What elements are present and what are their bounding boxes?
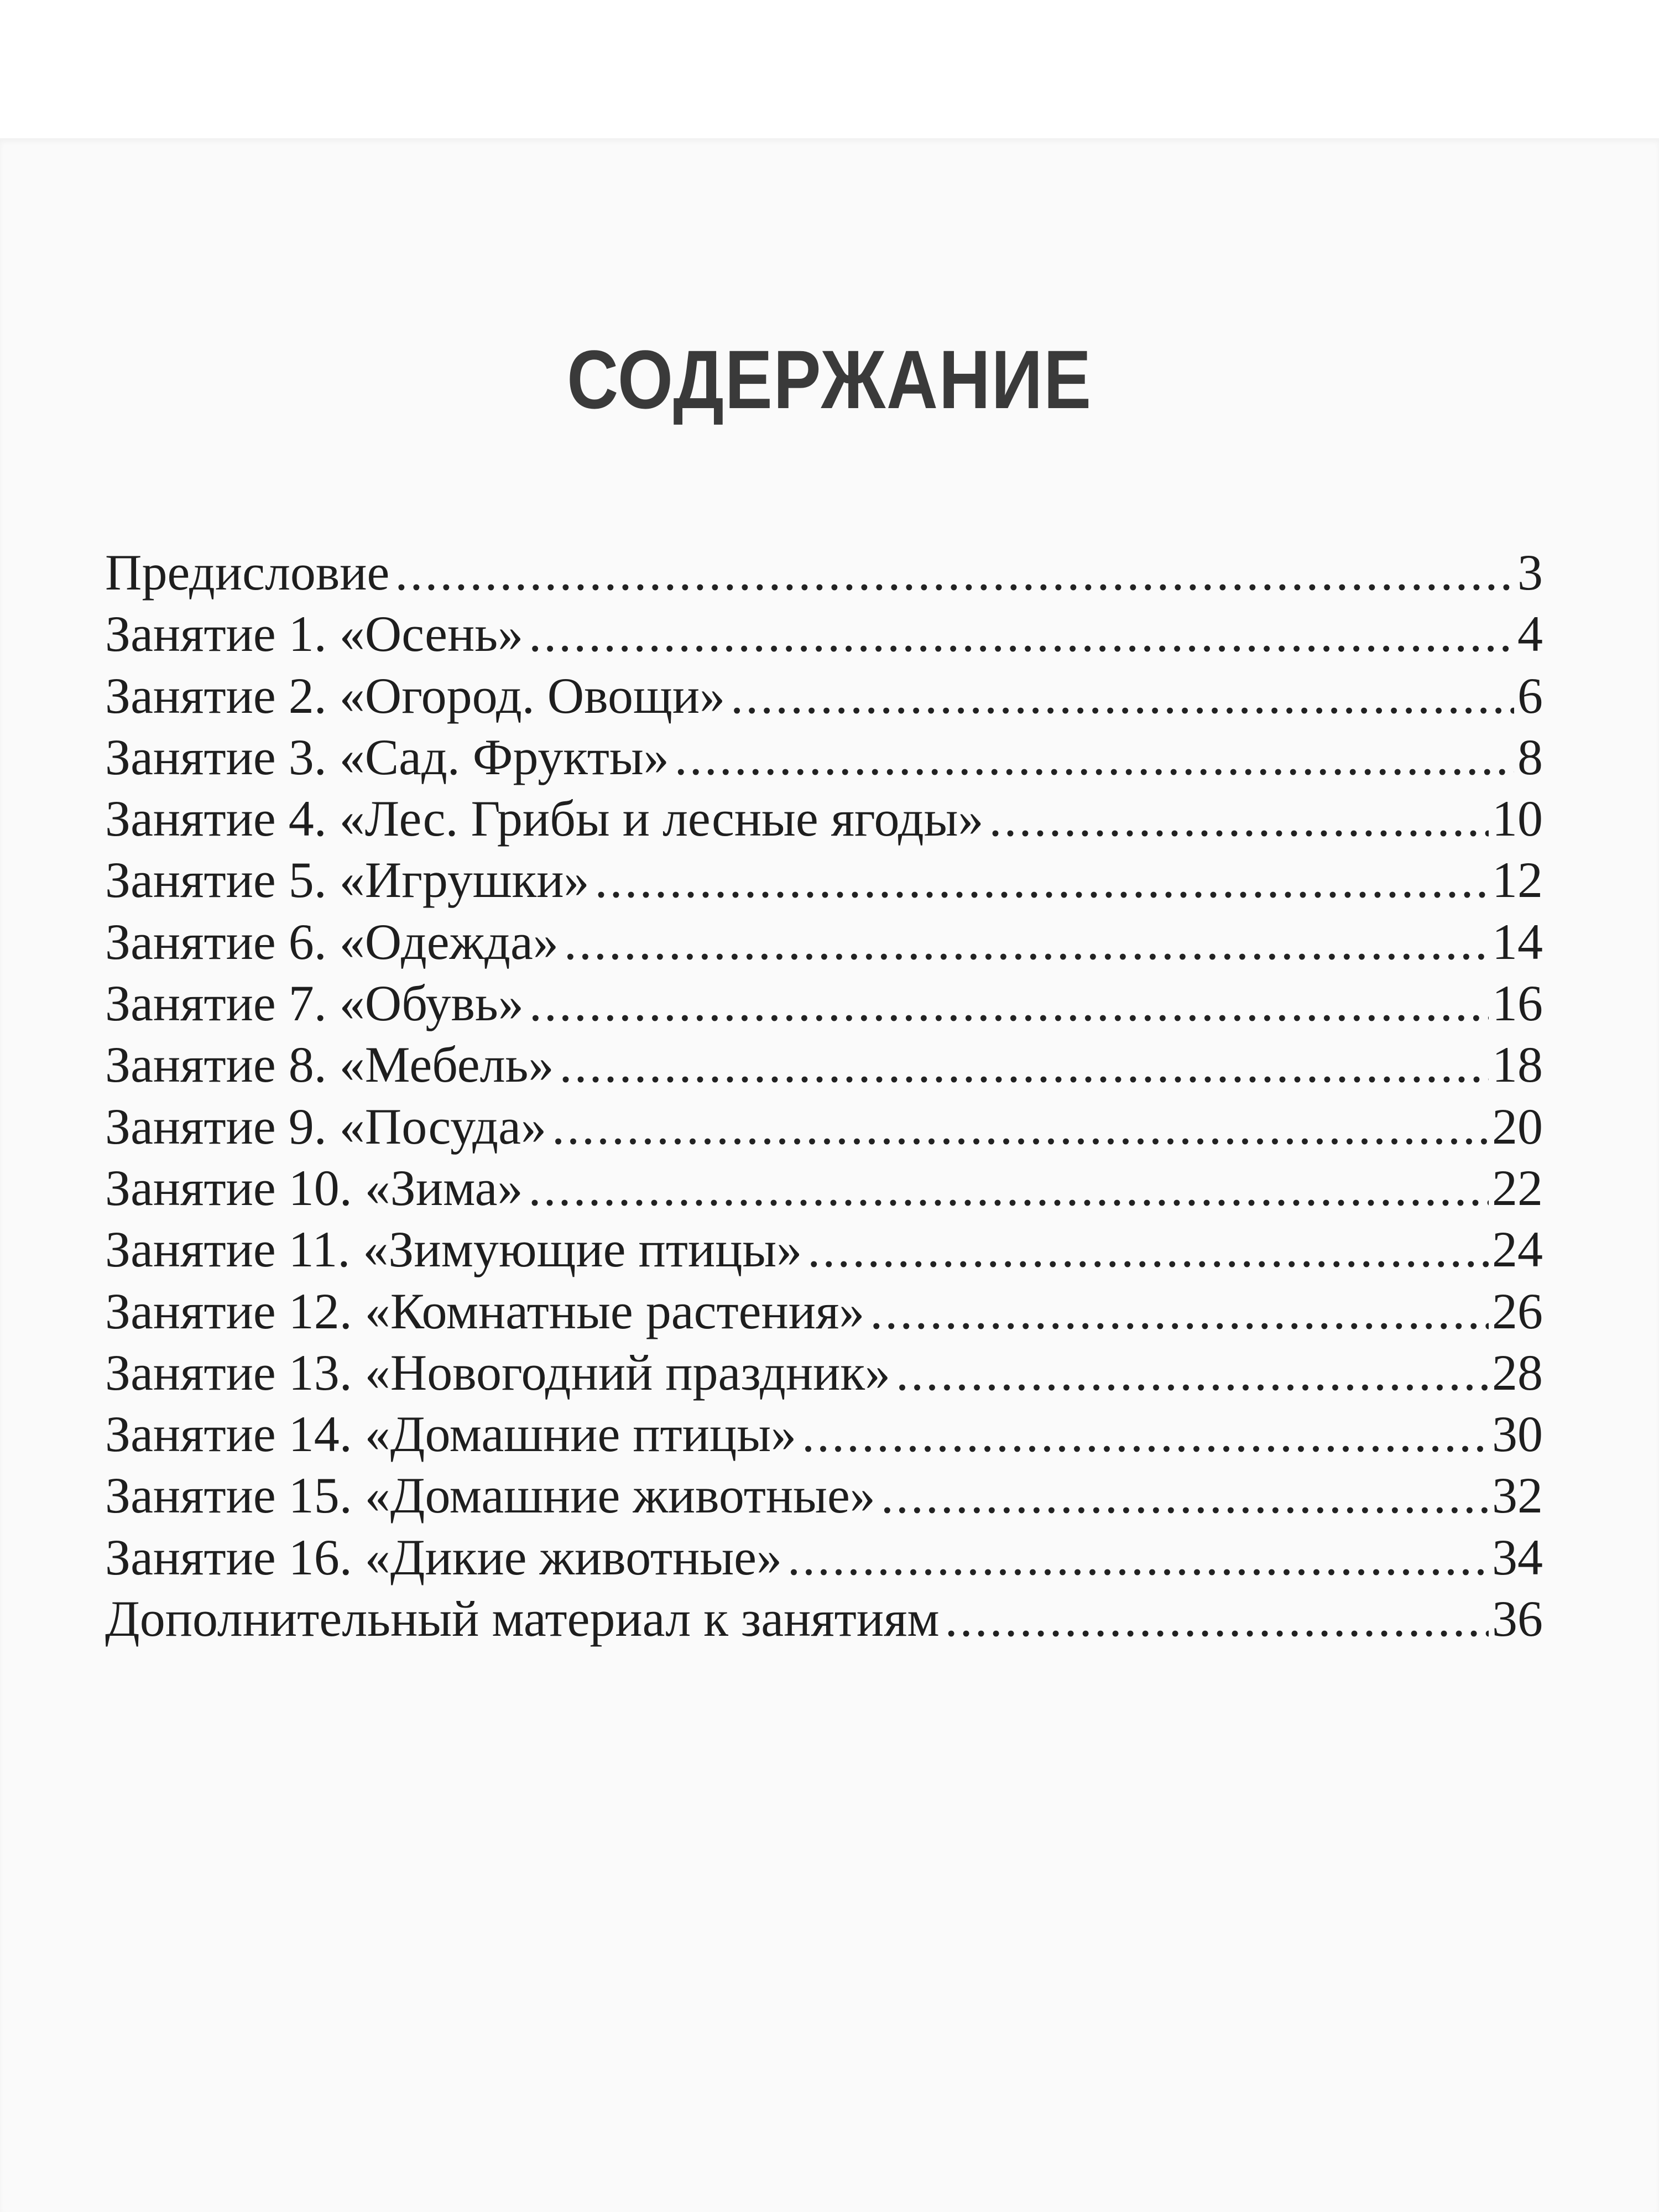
toc-entry-label: Занятие 12. «Комнатные растения» (105, 1282, 865, 1339)
toc-entry (105, 727, 1543, 788)
toc-entry-label: Занятие 10. «Зима» (105, 1159, 523, 1216)
dot-leader (870, 1281, 1489, 1342)
dot-leader (529, 603, 1514, 665)
toc-entry-page: 32 (1492, 1467, 1543, 1524)
toc-entry-page: 8 (1517, 728, 1543, 785)
toc-entry (105, 1096, 1543, 1157)
toc-entry-label: Занятие 11. «Зимующие птицы» (105, 1221, 802, 1278)
toc-entry (105, 603, 1543, 665)
toc-entry-page: 12 (1492, 852, 1543, 909)
toc-entry (105, 911, 1543, 973)
dot-leader (529, 1157, 1489, 1219)
page-title: СОДЕРЖАНИЕ (567, 333, 1092, 426)
dot-leader (807, 1219, 1489, 1280)
dot-leader (529, 973, 1489, 1034)
toc-entry-page: 24 (1492, 1221, 1543, 1278)
toc-entry-page: 22 (1492, 1159, 1543, 1216)
toc-entry-page: 34 (1492, 1528, 1543, 1585)
toc-entry-label: Занятие 8. «Мебель» (105, 1036, 554, 1093)
toc-entry-page: 30 (1492, 1406, 1543, 1463)
toc-entry (105, 542, 1543, 603)
dot-leader (896, 1342, 1489, 1404)
toc-entry (105, 1157, 1543, 1219)
toc-entry (105, 1588, 1543, 1650)
toc-entry (105, 788, 1543, 849)
dot-leader (881, 1465, 1489, 1526)
dot-leader (559, 1034, 1489, 1095)
dot-leader (594, 849, 1489, 911)
dot-leader (802, 1404, 1489, 1465)
toc-entry-page: 16 (1492, 975, 1543, 1032)
toc-entry (105, 1465, 1543, 1526)
toc-entry-label: Занятие 4. «Лес. Грибы и лесные ягоды» (105, 790, 984, 847)
dot-leader (989, 788, 1489, 849)
dot-leader (787, 1527, 1489, 1588)
toc-entry-page: 10 (1492, 790, 1543, 847)
toc-entry-page: 36 (1492, 1590, 1543, 1647)
dot-leader (675, 727, 1514, 788)
toc-entry (105, 1404, 1543, 1465)
toc-entry-label: Занятие 3. «Сад. Фрукты» (105, 728, 669, 785)
toc-entry-page: 26 (1492, 1282, 1543, 1339)
dot-leader (564, 911, 1489, 973)
toc-entry (105, 973, 1543, 1034)
toc-entry (105, 1281, 1543, 1342)
toc-entry (105, 665, 1543, 727)
toc-entry-label: Занятие 6. «Одежда» (105, 913, 559, 970)
toc-entry (105, 1342, 1543, 1404)
toc-entry-page: 3 (1517, 544, 1543, 601)
toc-entry-label: Занятие 9. «Посуда» (105, 1098, 546, 1155)
toc-entry-label: Занятие 13. «Новогодний праздник» (105, 1344, 891, 1401)
toc-entry-label: Занятие 15. «Домашние животные» (105, 1467, 875, 1524)
dot-leader (395, 542, 1514, 603)
toc-entry-label: Занятие 2. «Огород. Овощи» (105, 667, 726, 724)
toc-entry-label: Занятие 7. «Обувь» (105, 975, 524, 1032)
dot-leader (552, 1096, 1489, 1157)
toc-entry-label: Занятие 5. «Игрушки» (105, 852, 589, 909)
toc-entry-page: 28 (1492, 1344, 1543, 1401)
toc-entry-page: 20 (1492, 1098, 1543, 1155)
toc-entry-label: Занятие 1. «Осень» (105, 606, 524, 662)
toc-entry (105, 1034, 1543, 1095)
toc-entry-page: 14 (1492, 913, 1543, 970)
toc-entry (105, 1219, 1543, 1280)
toc-entry-label: Предисловие (105, 544, 390, 601)
toc-entry-page: 18 (1492, 1036, 1543, 1093)
toc-entry-label: Занятие 14. «Домашние птицы» (105, 1406, 797, 1463)
dot-leader (945, 1588, 1489, 1650)
dot-leader (731, 665, 1514, 727)
table-of-contents (105, 542, 1543, 1650)
toc-entry-label: Занятие 16. «Дикие животные» (105, 1528, 782, 1585)
toc-entry-page: 6 (1517, 667, 1543, 724)
toc-entry (105, 849, 1543, 911)
toc-entry-page: 4 (1517, 606, 1543, 662)
toc-entry (105, 1527, 1543, 1588)
toc-entry-label: Дополнительный материал к занятиям (105, 1590, 940, 1647)
